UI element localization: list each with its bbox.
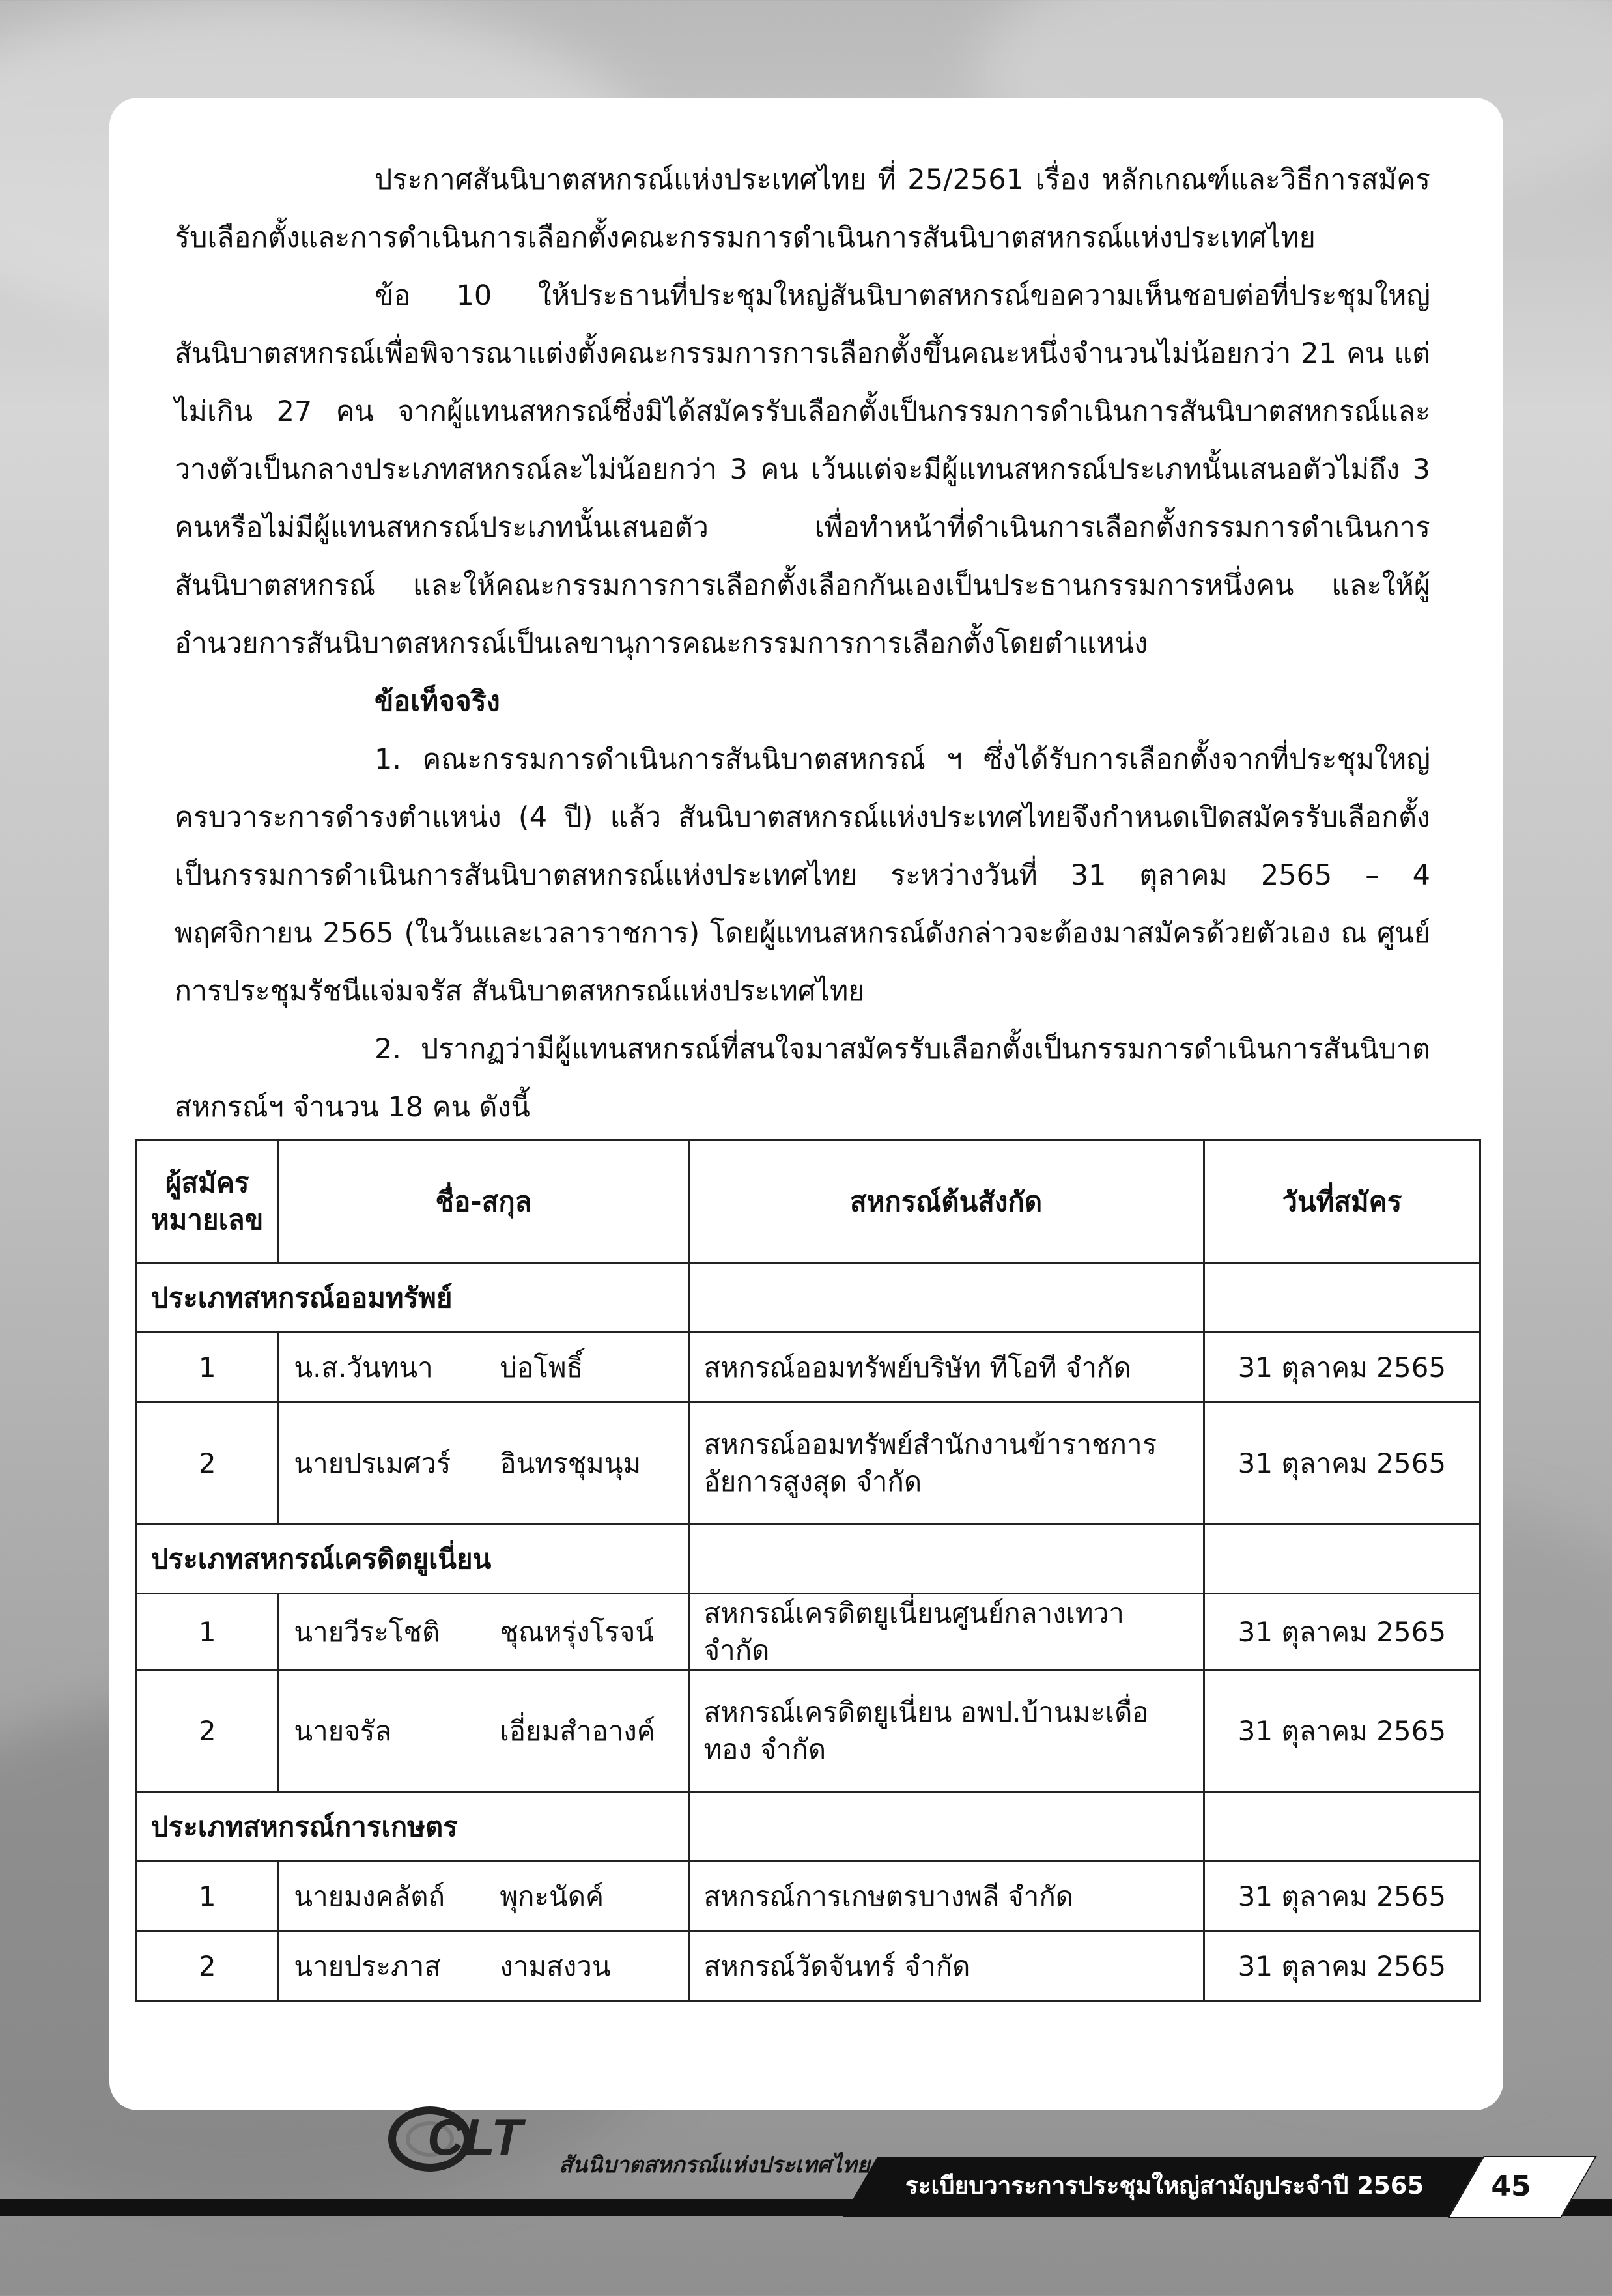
candidate-first-name: นายปรเมศวร์ (294, 1447, 451, 1479)
header-date: วันที่สมัคร (1204, 1140, 1480, 1263)
table-category-row (136, 1792, 1480, 1862)
table-row (136, 1862, 1480, 1931)
candidate-name-cell (279, 1594, 688, 1670)
candidate-apply-date: 31 ตุลาคม 2565 (1204, 1670, 1480, 1792)
candidate-number: 2 (136, 1931, 279, 2001)
clt-logo-text: CLT (427, 2108, 522, 2166)
candidate-number: 2 (136, 1670, 279, 1792)
candidate-first-name: นายมงคลัตถ์ (294, 1880, 445, 1912)
candidate-last-name: อินทรชุมนุม (500, 1447, 642, 1479)
document-body (175, 151, 1430, 1137)
category-empty-cell (688, 1263, 1204, 1333)
candidate-number: 2 (136, 1402, 279, 1524)
category-empty-cell (1204, 1524, 1480, 1594)
header-name: ชื่อ-สกุล (279, 1140, 688, 1263)
candidate-last-name: ชุณหรุ่งโรจน์ (500, 1615, 655, 1648)
candidate-apply-date: 31 ตุลาคม 2565 (1204, 1931, 1480, 2001)
category-empty-cell (1204, 1792, 1480, 1862)
header-candidate-number (136, 1140, 279, 1263)
table-category-row (136, 1524, 1480, 1594)
candidate-cooperative: สหกรณ์ออมทรัพย์สำนักงานข้าราชการอัยการสูงสุด จำกัด (688, 1402, 1204, 1524)
category-label: ประเภทสหกรณ์ออมทรัพย์ (136, 1263, 689, 1333)
header-number-line1: ผู้สมัคร (165, 1167, 249, 1198)
candidate-apply-date: 31 ตุลาคม 2565 (1204, 1862, 1480, 1931)
candidate-number: 1 (136, 1862, 279, 1931)
category-empty-cell (688, 1524, 1204, 1594)
table-category-row (136, 1263, 1480, 1333)
category-label: ประเภทสหกรณ์การเกษตร (136, 1792, 689, 1862)
footer-org-name: สันนิบาตสหกรณ์แห่งประเทศไทย (559, 2152, 870, 2178)
header-cooperative: สหกรณ์ต้นสังกัด (688, 1140, 1204, 1263)
candidates-table (135, 1139, 1481, 2002)
candidate-cooperative: สหกรณ์วัดจันทร์ จำกัด (688, 1931, 1204, 2001)
candidate-cooperative: สหกรณ์เครดิตยูเนี่ยน อพป.บ้านมะเดื่อทอง จำกัด (688, 1670, 1204, 1792)
section-heading-facts: ข้อเท็จจริง (375, 685, 500, 718)
candidate-name-cell (279, 1931, 688, 2001)
table-row (136, 1333, 1480, 1402)
table-row (136, 1402, 1480, 1524)
candidate-name-cell (279, 1862, 688, 1931)
candidate-name-cell (279, 1402, 688, 1524)
candidate-apply-date: 31 ตุลาคม 2565 (1204, 1402, 1480, 1524)
candidate-first-name: นายจรัล (294, 1714, 392, 1747)
category-empty-cell (1204, 1263, 1480, 1333)
candidate-cooperative: สหกรณ์เครดิตยูเนี่ยนศูนย์กลางเทวา จำกัด (688, 1594, 1204, 1670)
table-header-row (136, 1140, 1480, 1263)
candidate-number: 1 (136, 1594, 279, 1670)
table-row (136, 1594, 1480, 1670)
paragraph-fact-2: 2. ปรากฏว่ามีผู้แทนสหกรณ์ที่สนใจมาสมัครรับเลือกตั้งเป็นกรรมการดำเนินการสันนิบาตสหกรณ์ฯ จำนวน 18 คน ดังนี้ (175, 1033, 1430, 1124)
candidate-name-cell (279, 1333, 688, 1402)
footer-agenda-title: ระเบียบวาระการประชุมใหญ่สามัญประจำปี 2565 (905, 2172, 1424, 2200)
candidate-number: 1 (136, 1333, 279, 1402)
candidate-cooperative: สหกรณ์ออมทรัพย์บริษัท ทีโอที จำกัด (688, 1333, 1204, 1402)
candidate-first-name: นายประภาส (294, 1949, 441, 1982)
category-empty-cell (688, 1792, 1204, 1862)
paragraph-announcement: ประกาศสันนิบาตสหกรณ์แห่งประเทศไทย ที่ 25/2561 เรื่อง หลักเกณฑ์และวิธีการสมัครรับเลือกตั้งและการดำเนินการเลือกตั้งคณะกรรมการดำเนินการสันนิบาตสหกรณ์แห่งประเทศไทย (175, 163, 1430, 254)
table-row (136, 1670, 1480, 1792)
table-row (136, 1931, 1480, 2001)
candidate-last-name: บ่อโพธิ์ (500, 1351, 584, 1383)
clt-logo (386, 2103, 561, 2174)
candidate-first-name: น.ส.วันทนา (294, 1351, 433, 1383)
candidate-last-name: พุกะนัดค์ (500, 1880, 604, 1912)
candidate-last-name: งามสงวน (500, 1949, 611, 1982)
candidate-apply-date: 31 ตุลาคม 2565 (1204, 1594, 1480, 1670)
page-number: 45 (1491, 2170, 1531, 2203)
paragraph-clause-10: ข้อ 10 ให้ประธานที่ประชุมใหญ่สันนิบาตสหกรณ์ขอความเห็นชอบต่อที่ประชุมใหญ่สันนิบาตสหกรณ์เพื่อพิจารณาแต่งตั้งคณะกรรมการการเลือกตั้งขึ้นคณะหนึ่งจำนวนไม่น้อยกว่า 21 คน แต่ไม่เกิน 27 คน จากผู้แทนสหกรณ์ซึ่งมิได้สมัครรับเลือกตั้งเป็นกรรมการดำเนินการสันนิบาตสหกรณ์และวางตัวเป็นกลางประเภทสหกรณ์ละไม่น้อยกว่า 3 คน เว้นแต่จะมีผู้แทนสหกรณ์ประเภทนั้นเสนอตัวไม่ถึง 3 คนหรือไม่มีผู้แทนสหกรณ์ประเภทนั้นเสนอตัว เพื่อทำหน้าที่ดำเนินการเลือกตั้งกรรมการดำเนินการสันนิบาตสหกรณ์ และให้คณะกรรมการการเลือกตั้งเลือกกันเองเป็นประธานกรรมการหนึ่งคน และให้ผู้อำนวยการสันนิบาตสหกรณ์เป็นเลขานุการคณะกรรมการการเลือกตั้งโดยตำแหน่ง (175, 279, 1430, 660)
candidate-cooperative: สหกรณ์การเกษตรบางพลี จำกัด (688, 1862, 1204, 1931)
paragraph-fact-1: 1. คณะกรรมการดำเนินการสันนิบาตสหกรณ์ ฯ ซึ่งได้รับการเลือกตั้งจากที่ประชุมใหญ่ครบวาระการดำรงตำแหน่ง (4 ปี) แล้ว สันนิบาตสหกรณ์แห่งประเทศไทยจึงกำหนดเปิดสมัครรับเลือกตั้งเป็นกรรมการดำเนินการสันนิบาตสหกรณ์แห่งประเทศไทย ระหว่างวันที่ 31 ตุลาคม 2565 – 4 พฤศจิกายน 2565 (ในวันและเวลาราชการ) โดยผู้แทนสหกรณ์ดังกล่าวจะต้องมาสมัครด้วยตัวเอง ณ ศูนย์การประชุมรัชนีแจ่มจรัส สันนิบาตสหกรณ์แห่งประเทศไทย (175, 743, 1430, 1008)
candidate-name-cell (279, 1670, 688, 1792)
candidate-apply-date: 31 ตุลาคม 2565 (1204, 1333, 1480, 1402)
candidate-last-name: เอี่ยมสำอางค์ (500, 1714, 655, 1747)
category-label: ประเภทสหกรณ์เครดิตยูเนี่ยน (136, 1524, 689, 1594)
candidate-first-name: นายวีระโชติ (294, 1615, 440, 1648)
header-number-line2: หมายเลข (151, 1204, 264, 1236)
